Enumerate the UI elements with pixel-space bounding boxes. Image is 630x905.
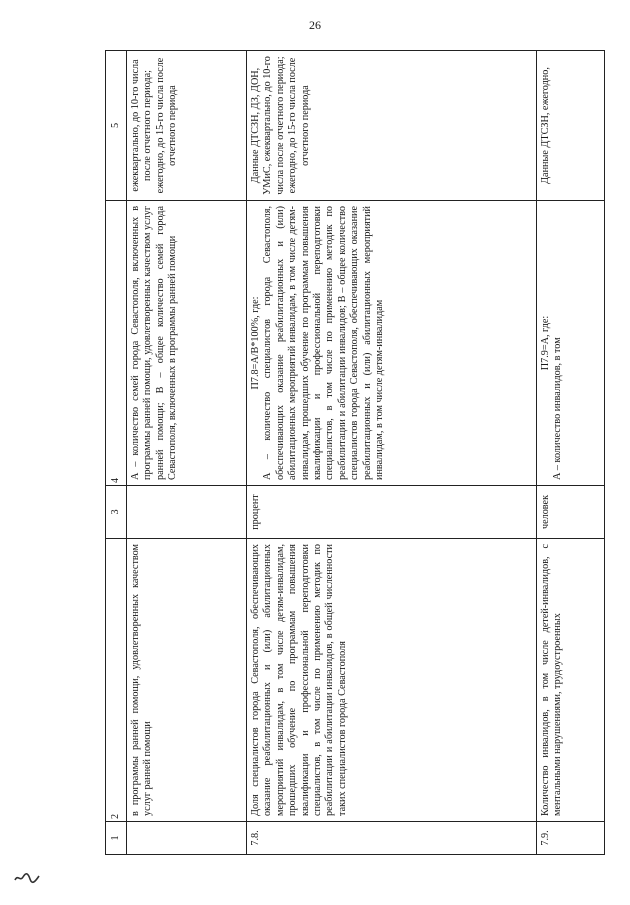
- method-text: А – количество семей города Севастополя, включенных в программы ранней помощи, удовлетворенных качеством услуг ранней помощи; В – общее количество семей города Севастополя, включенных в программы ранней помощи: [130, 206, 179, 480]
- header-col-1: 1: [106, 822, 127, 855]
- header-col-3: 3: [106, 486, 127, 539]
- formula-text: П7.8=А/В*100%, где:: [250, 296, 261, 390]
- method-cell: [537, 201, 605, 486]
- source-cell: Данные ДТСЗН, ДЗ, ДОН, УМиС, ежеквартально, до 10-го числа после отчетного периода; ежегодно, до 15-го числа после отчетного периода: [247, 51, 537, 201]
- signature-mark: [14, 868, 40, 889]
- indicator-cell: Количество инвалидов, в том числе детей-инвалидов, с ментальными нарушениями, трудоустроенных: [537, 539, 605, 822]
- unit-cell: процент: [247, 486, 537, 539]
- header-col-5: 5: [106, 51, 127, 201]
- header-row: [106, 51, 127, 855]
- method-text: А – количество инвалидов, в том: [552, 337, 564, 480]
- table-frame: [105, 50, 605, 855]
- header-col-2: 2: [106, 539, 127, 822]
- source-cell: ежеквартально, до 10-го числа после отчетного периода; ежегодно, до 15-го числа после отчетного периода: [127, 51, 247, 201]
- formula-text: П7.9=А, где:: [540, 315, 551, 371]
- method-cell: [247, 201, 537, 486]
- indicator-cell: Доля специалистов города Севастополя, обеспечивающих оказание реабилитационных и (или) абилитационных мероприятий инвалидам, в том числе детям-инвалидам, прошедших обучение по программам повышения квалификации и профессиональной переподготовки специалистов, в том числе по применению методик по реабилитации и абилитации инвалидов, в общей численности таких специалистов города Севастополя: [247, 539, 537, 822]
- row-number: 7.8.: [247, 822, 537, 855]
- row-number: [127, 822, 247, 855]
- method-text: А – количество специалистов города Севастополя, обеспечивающих оказание реабилитационных и (или) абилитационных мероприятий инвалидам, в том числе детям-инвалидам, прошедших обучение по программам повышения квалификации и профессиональной переподготовки специалистов, в том числе по применению методик по реабилитации и абилитации инвалидов; В – общее количество специалистов города Севастополя, обеспечивающих оказание реабилитационных и (или) абилитационных мероприятий инвалидам, в том числе детям-инвалидам: [262, 206, 386, 480]
- source-cell: Данные ДТСЗН, ежегодно,: [537, 51, 605, 201]
- table-row: [247, 51, 537, 855]
- indicator-cell: в программы ранней помощи, удовлетворенных качеством услуг ранней помощи: [127, 539, 247, 822]
- method-cell: [127, 201, 247, 486]
- table-row: [537, 51, 605, 855]
- unit-cell: человек: [537, 486, 605, 539]
- header-col-4: 4: [106, 201, 127, 486]
- indicators-table: [105, 50, 605, 855]
- unit-cell: [127, 486, 247, 539]
- page-number: 26: [309, 18, 321, 32]
- rotated-table-container: [105, 50, 605, 855]
- table-row: [127, 51, 247, 855]
- signature-scribble: [14, 870, 40, 884]
- row-number: 7.9.: [537, 822, 605, 855]
